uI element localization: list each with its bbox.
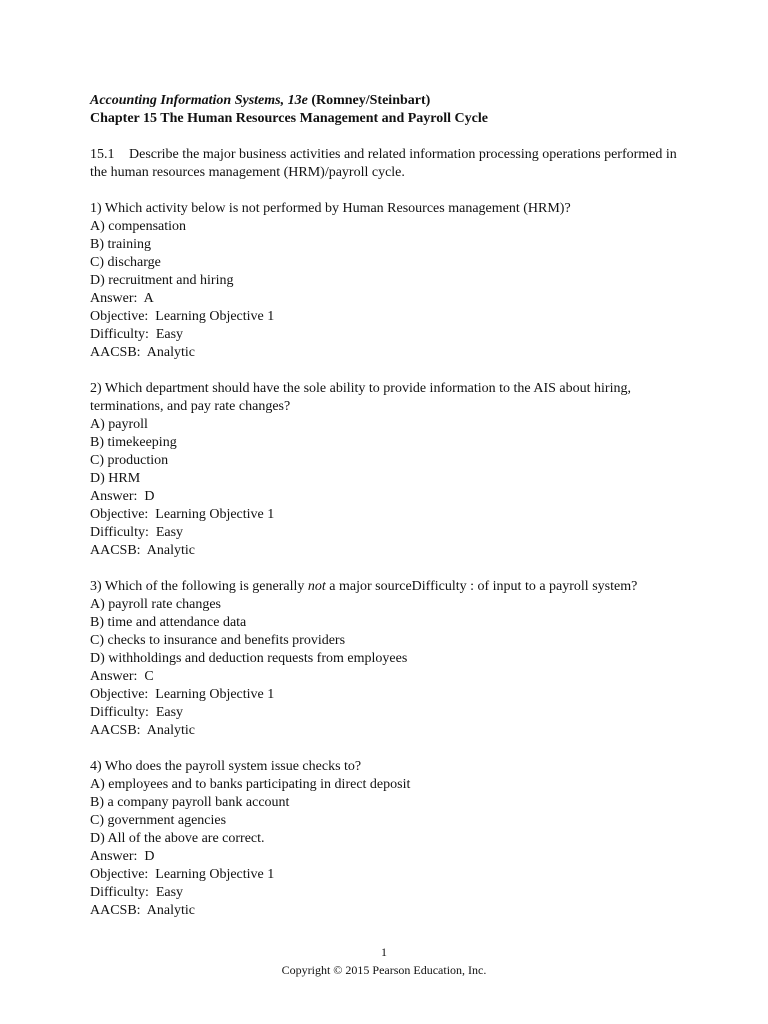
answer-option-c: C) checks to insurance and benefits providers — [90, 633, 346, 648]
answer-key: Answer: D — [90, 849, 155, 864]
answer-option-c: C) production — [90, 453, 169, 468]
answer-key: Answer: A — [90, 291, 154, 306]
question-4 — [90, 758, 690, 920]
book-title: Accounting Information Systems, 13e — [90, 93, 308, 108]
question-stem: 2) Which department should have the sole ability to provide information to the AIS about hiring, terminations, and pay rate changes? — [90, 381, 635, 414]
aacsb-tag: AACSB: Analytic — [90, 543, 196, 558]
learning-objective-section — [90, 146, 690, 182]
book-authors: (Romney/Steinbart) — [307, 93, 431, 108]
difficulty-tag: Difficulty: Easy — [90, 327, 184, 342]
aacsb-tag: AACSB: Analytic — [90, 723, 196, 738]
section-description: Describe the major business activities and related information processing operations performed in the human resources management (HRM)/payroll cycle. — [90, 147, 677, 180]
question-stem-end: a major sourceDifficulty : of input to a payroll system? — [325, 579, 638, 594]
answer-option-b: B) training — [90, 237, 152, 252]
difficulty-tag: Difficulty: Easy — [90, 705, 184, 720]
answer-key: Answer: C — [90, 669, 154, 684]
answer-option-d: D) All of the above are correct. — [90, 831, 265, 846]
answer-option-b: B) timekeeping — [90, 435, 177, 450]
answer-option-b: B) time and attendance data — [90, 615, 247, 630]
question-stem: 1) Which activity below is not performed by Human Resources management (HRM)? — [90, 201, 571, 216]
aacsb-tag: AACSB: Analytic — [90, 345, 196, 360]
objective-tag: Objective: Learning Objective 1 — [90, 867, 275, 882]
answer-option-c: C) government agencies — [90, 813, 227, 828]
question-3 — [90, 578, 690, 740]
answer-option-d: D) recruitment and hiring — [90, 273, 234, 288]
page-content — [90, 92, 690, 920]
answer-option-d: D) HRM — [90, 471, 141, 486]
objective-tag: Objective: Learning Objective 1 — [90, 687, 275, 702]
question-1 — [90, 200, 690, 362]
objective-tag: Objective: Learning Objective 1 — [90, 507, 275, 522]
answer-option-a: A) payroll rate changes — [90, 597, 221, 612]
answer-option-c: C) discharge — [90, 255, 161, 270]
answer-option-a: A) payroll — [90, 417, 148, 432]
difficulty-tag: Difficulty: Easy — [90, 885, 184, 900]
answer-key: Answer: D — [90, 489, 155, 504]
section-number: 15.1 — [90, 147, 115, 162]
page-number: 1 — [381, 945, 387, 959]
aacsb-tag: AACSB: Analytic — [90, 903, 196, 918]
question-2 — [90, 380, 690, 560]
question-stem-emphasis: not — [307, 579, 326, 594]
answer-option-a: A) employees and to banks participating in direct deposit — [90, 777, 411, 792]
answer-option-a: A) compensation — [90, 219, 187, 234]
difficulty-tag: Difficulty: Easy — [90, 525, 184, 540]
question-stem — [90, 578, 690, 596]
chapter-title: Chapter 15 The Human Resources Management and Payroll Cycle — [90, 111, 488, 126]
book-header — [90, 92, 690, 110]
question-stem: 4) Who does the payroll system issue checks to? — [90, 759, 362, 774]
answer-option-d: D) withholdings and deduction requests from employees — [90, 651, 408, 666]
answer-option-b: B) a company payroll bank account — [90, 795, 290, 810]
copyright-notice: Copyright © 2015 Pearson Education, Inc. — [281, 963, 487, 977]
question-stem-start: 3) Which of the following is generally — [90, 579, 308, 594]
objective-tag: Objective: Learning Objective 1 — [90, 309, 275, 324]
